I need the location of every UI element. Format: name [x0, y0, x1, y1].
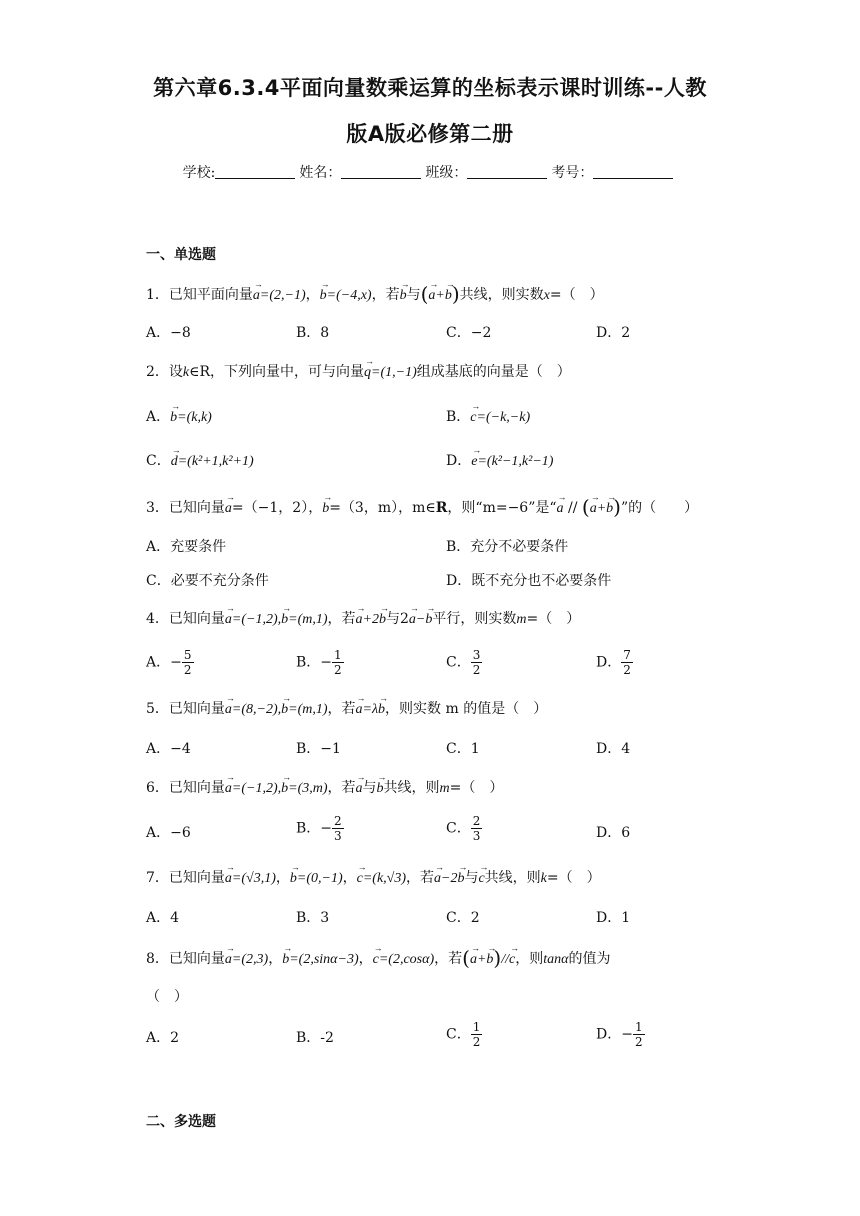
question-2: 2．设k∈R，下列向量中，可与向量→ q=(1,−1)组成基底的向量是（ ） — [146, 361, 571, 381]
q6-option-d[interactable]: D．6 — [596, 825, 631, 841]
q4-option-c[interactable]: C． $\frac{3}{2}$ — [446, 648, 481, 677]
question-8: 8．已知向量→ a=(2,3)，→ b=(2,sinα−3)，→ c=(2,cosα)，若(→ a+→ b)//→ c，则tanα的值为 — [146, 946, 610, 970]
q7-option-b[interactable]: B．3 — [296, 910, 330, 926]
question-7: 7．已知向量→ a=(√3,1)，→ b=(0,−1)，→ c=(k,√3)，若→ a−2→ b与→ c共线，则k=（ ） — [146, 867, 601, 887]
section-single-choice: 一、单选题 — [146, 247, 216, 263]
q8-option-c[interactable]: C． $\frac{1}{2}$ — [446, 1020, 481, 1049]
q1-option-b[interactable]: B．8 — [296, 325, 330, 341]
q3-option-b[interactable]: B．充分不必要条件 — [446, 539, 569, 555]
q8-option-b[interactable]: B．-2 — [296, 1030, 334, 1046]
q2-option-d[interactable]: D．→ e=(k²−1,k²−1) — [446, 450, 553, 470]
number-label: 考号： — [551, 165, 594, 181]
title-line-2: 版A版必修第二册 — [346, 122, 514, 146]
question-4: 4．已知向量→ a=(−1,2),→ b=(m,1)，若→ a+2→ b与2→ a−→ b平行，则实数m=（ ） — [146, 608, 580, 628]
q4-option-b[interactable]: B．− $\frac{1}{2}$ — [296, 648, 342, 677]
q5-option-c[interactable]: C．1 — [446, 741, 480, 757]
q5-option-a[interactable]: A．−4 — [146, 741, 191, 757]
q2-option-b[interactable]: B．→ c=(−k,−k) — [446, 406, 530, 426]
school-label: 学校: — [182, 165, 216, 181]
q7-option-d[interactable]: D．1 — [596, 910, 631, 926]
class-label: 班级： — [425, 165, 468, 181]
q1-option-c[interactable]: C．−2 — [446, 325, 492, 341]
q7-option-c[interactable]: C．2 — [446, 910, 480, 926]
name-blank[interactable] — [341, 165, 421, 179]
section-multiple-choice: 二、多选题 — [146, 1114, 216, 1130]
q6-option-a[interactable]: A．−6 — [146, 825, 191, 841]
question-8-line-2: （ ） — [146, 989, 188, 1005]
class-blank[interactable] — [467, 165, 547, 179]
school-blank[interactable] — [215, 165, 295, 179]
student-info — [0, 162, 860, 182]
q4-option-a[interactable]: A．− $\frac{5}{2}$ — [146, 648, 192, 677]
number-blank[interactable] — [593, 165, 673, 179]
q7-option-a[interactable]: A．4 — [146, 910, 180, 926]
q1-option-d[interactable]: D．2 — [596, 325, 631, 341]
q5-option-d[interactable]: D．4 — [596, 741, 631, 757]
q3-option-c[interactable]: C．必要不充分条件 — [146, 573, 269, 589]
question-1: 1．已知平面向量→ a=(2,−1)，→ b=(−4,x)，若→ b与(→ a+→ b)共线，则实数x=（ ） — [146, 282, 604, 306]
question-3: 3．已知向量→ a=（−1，2），→ b=（3，m），m∈R，则“m=−6”是“→ a // (→ a+→ b)”的（ ） — [146, 495, 698, 519]
q6-option-b[interactable]: B．− $\frac{2}{3}$ — [296, 814, 342, 843]
q3-option-d[interactable]: D．既不充分也不必要条件 — [446, 573, 612, 589]
q3-option-a[interactable]: A．充要条件 — [146, 539, 227, 555]
q2-option-a[interactable]: A．→ b=(k,k) — [146, 406, 212, 426]
q6-option-c[interactable]: C． $\frac{2}{3}$ — [446, 814, 481, 843]
q2-option-c[interactable]: C．→ d=(k²+1,k²+1) — [146, 450, 254, 470]
question-5: 5．已知向量→ a=(8,−2),→ b=(m,1)，若→ a=λ→ b，则实数 m 的值是（ ） — [146, 698, 547, 718]
question-6: 6．已知向量→ a=(−1,2),→ b=(3,m)，若→ a与→ b共线，则m=（ ） — [146, 777, 503, 797]
name-label: 姓名： — [299, 165, 342, 181]
q8-option-d[interactable]: D．− $\frac{1}{2}$ — [596, 1020, 643, 1049]
q4-option-d[interactable]: D． $\frac{7}{2}$ — [596, 648, 631, 677]
q8-option-a[interactable]: A．2 — [146, 1030, 180, 1046]
q1-option-a[interactable]: A．−8 — [146, 325, 191, 341]
title-line-1: 第六章6.3.4平面向量数乘运算的坐标表示课时训练--人教 — [153, 76, 707, 100]
q5-option-b[interactable]: B．−1 — [296, 741, 341, 757]
